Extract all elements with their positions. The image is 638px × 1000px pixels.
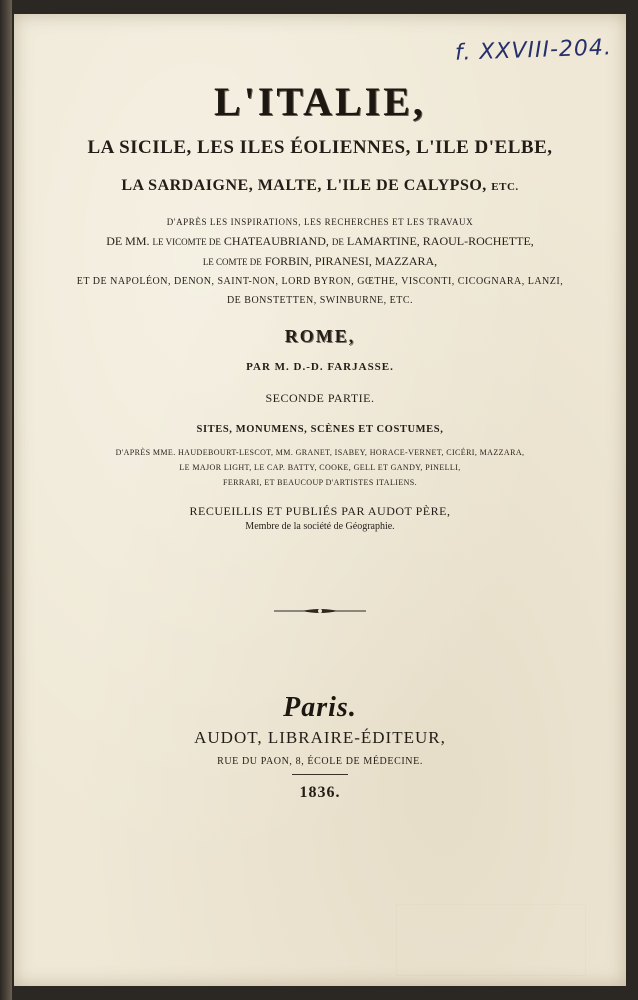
volume-title: ROME, xyxy=(284,326,356,346)
artists-line-1: D'APRÈS MME. HAUDEBOURT-LESCOT, MM. GRANET, ISABEY, HORACE-VERNET, CICÉRI, MAZZARA, xyxy=(115,448,525,457)
publication-year: 1836. xyxy=(299,784,341,801)
membre-line: Membre de la société de Géographie. xyxy=(245,521,395,532)
subtitle-etc: ETC. xyxy=(491,181,519,193)
imprint-city: Paris. xyxy=(283,692,357,723)
title-page-text xyxy=(14,14,626,802)
subtitle-line-2 xyxy=(14,177,626,195)
short-rule xyxy=(292,774,348,775)
contributors-line-4: DE BONSTETTEN, SWINBURNE, ETC. xyxy=(226,295,414,306)
book-title: L'ITALIE, xyxy=(214,79,426,124)
contributors-block xyxy=(14,213,626,310)
comte-text: LE COMTE DE xyxy=(202,257,262,267)
contributors-line-2 xyxy=(14,252,626,272)
subtitle-line-2-text: LA SARDAIGNE, MALTE, L'ILE DE CALYPSO, xyxy=(121,177,487,194)
vicomte-text: LE VICOMTE DE xyxy=(152,237,221,247)
inspirations-line: D'APRÈS LES INSPIRATIONS, LES RECHERCHES ET LES TRAVAUX xyxy=(166,217,474,227)
recueillis-line: RECUEILLIS ET PUBLIÉS PAR AUDOT PÈRE, xyxy=(189,504,451,518)
contributors-line-1 xyxy=(14,232,626,252)
subtitle-line-1: LA SICILE, LES ILES ÉOLIENNES, L'ILE D'ELBE, xyxy=(87,137,553,158)
chateaubriand-text: CHATEAUBRIAND, xyxy=(223,234,329,248)
contributors-line-3: ET DE NAPOLÉON, DENON, SAINT-NON, LORD BYRON, GŒTHE, VISCONTI, CICOGNARA, LANZI, xyxy=(76,276,564,287)
forbin-text: FORBIN, PIRANESI, MAZZARA, xyxy=(264,254,438,268)
sites-heading: SITES, MONUMENS, SCÈNES ET COSTUMES, xyxy=(196,424,444,435)
artists-line-3: FERRARI, ET BEAUCOUP D'ARTISTES ITALIENS. xyxy=(222,478,418,487)
mm-prefix: DE MM. xyxy=(106,234,150,248)
part-label: SECONDE PARTIE. xyxy=(265,391,375,405)
artists-line-2: LE MAJOR LIGHT, LE CAP. BATTY, COOKE, GELL ET GANDY, PINELLI, xyxy=(179,463,461,472)
publisher-address: RUE DU PAON, 8, ÉCOLE DE MÉDECINE. xyxy=(217,756,423,767)
faded-library-stamp xyxy=(396,904,586,976)
lamartine-text: LAMARTINE, RAOUL-ROCHETTE, xyxy=(346,234,534,248)
book-spine-edge xyxy=(0,0,12,1000)
author-line: PAR M. D.-D. FARJASSE. xyxy=(246,361,394,373)
de-text: DE xyxy=(331,237,344,247)
ornamental-divider xyxy=(272,606,368,616)
artists-block xyxy=(14,445,626,490)
library-shelfmark: f. XXVIII-204. xyxy=(454,35,613,66)
publisher-name: AUDOT, LIBRAIRE-ÉDITEUR, xyxy=(194,728,446,747)
